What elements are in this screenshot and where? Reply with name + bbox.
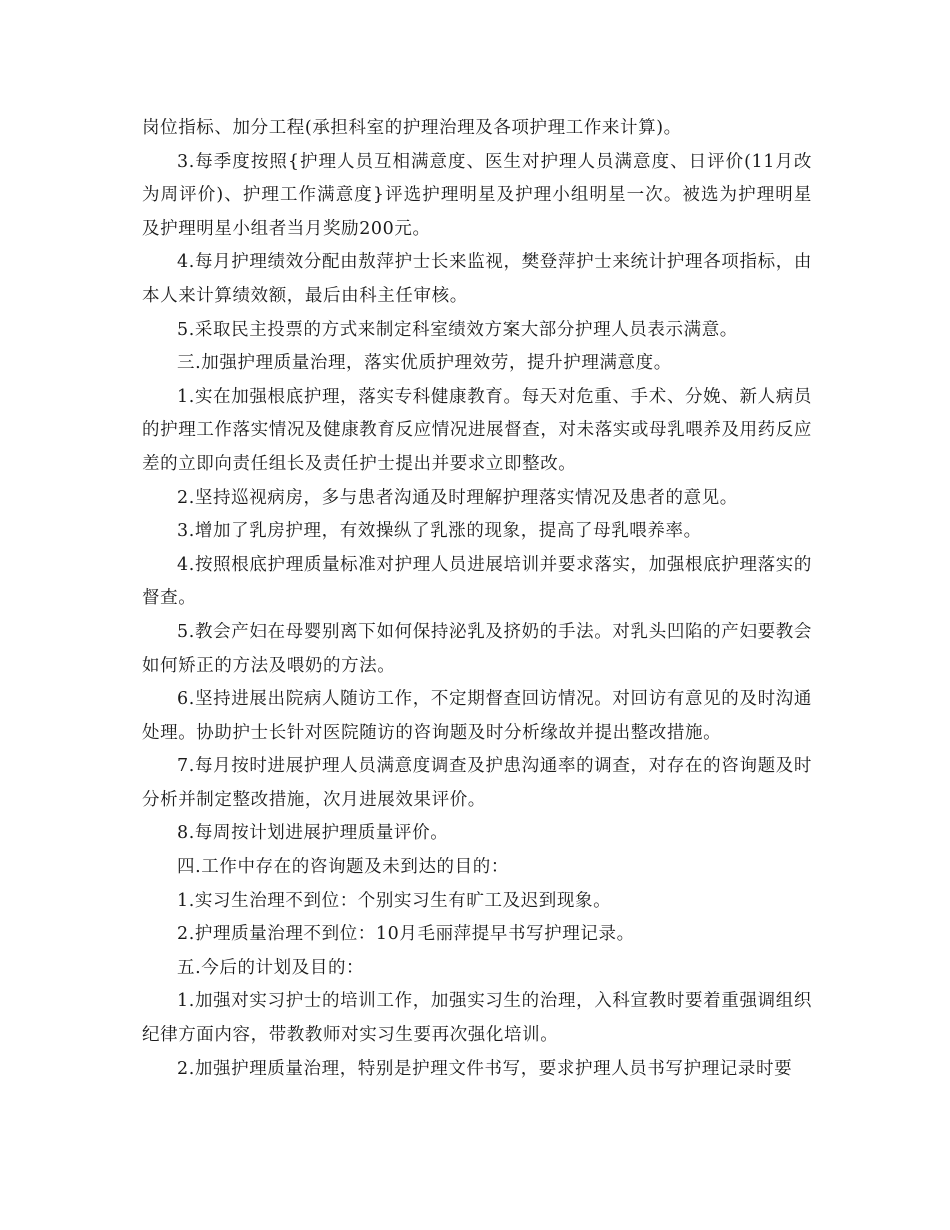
section-heading: 五.今后的计划及目的： — [177, 957, 365, 978]
section-heading: 三.加强护理质量治理，落实优质护理效劳，提升护理满意度。 — [177, 353, 672, 374]
paragraph: 5.采取民主投票的方式来制定科室绩效方案大部分护理人员表示满意。 — [177, 319, 738, 340]
paragraph: 6.坚持进展出院病人随访工作，不定期督查回访情况。对回访有意见的及时沟通处理。协助护士长针对医院随访的咨询题及时分析缘故并提出整改措施。 — [142, 689, 812, 743]
paragraph: 3.每季度按照{护理人员互相满意度、医生对护理人员满意度、日评价(11月改为周评价)、护理工作满意度}评选护理明星及护理小组明星一次。被选为护理明星及护理明星小组者当月奖励200元。 — [142, 151, 812, 239]
document-body — [142, 112, 812, 1086]
paragraph: 1.实在加强根底护理，落实专科健康教育。每天对危重、手术、分娩、新人病员的护理工作落实情况及健康教育反应情况进展督查，对未落实或母乳喂养及用药反应差的立即向责任组长及责任护士提出并要求立即整改。 — [142, 386, 812, 474]
paragraph: 8.每周按计划进展护理质量评价。 — [177, 823, 449, 844]
paragraph: 岗位指标、加分工程(承担科室的护理治理及各项护理工作来计算)。 — [142, 118, 682, 138]
paragraph: 2.加强护理质量治理，特别是护理文件书写，要求护理人员书写护理记录时要 — [177, 1058, 793, 1079]
paragraph: 2.护理质量治理不到位：10月毛丽萍提早书写护理记录。 — [177, 924, 635, 945]
paragraph: 4.每月护理绩效分配由敖萍护士长来监视，樊登萍护士来统计护理各项指标，由本人来计算绩效额，最后由科主任审核。 — [142, 252, 812, 306]
paragraph: 7.每月按时进展护理人员满意度调查及护患沟通率的调查，对存在的咨询题及时分析并制定整改措施，次月进展效果评价。 — [142, 756, 812, 810]
paragraph: 3.增加了乳房护理，有效操纵了乳涨的现象，提高了母乳喂养率。 — [177, 521, 702, 542]
paragraph: 1.加强对实习护士的培训工作，加强实习生的治理，入科宣教时要着重强调组织纪律方面内容，带教教师对实习生要再次强化培训。 — [142, 991, 812, 1046]
paragraph: 4.按照根底护理质量标准对护理人员进展培训并要求落实，加强根底护理落实的督查。 — [142, 554, 812, 609]
section-heading: 四.工作中存在的咨询题及未到达的目的： — [177, 857, 509, 878]
paragraph: 1.实习生治理不到位：个别实习生有旷工及迟到现象。 — [177, 890, 612, 911]
paragraph: 5.教会产妇在母婴别离下如何保持泌乳及挤奶的手法。对乳头凹陷的产妇要教会如何矫正的方法及喂奶的方法。 — [142, 621, 812, 676]
paragraph: 2.坚持巡视病房，多与患者沟通及时理解护理落实情况及患者的意见。 — [177, 487, 738, 508]
